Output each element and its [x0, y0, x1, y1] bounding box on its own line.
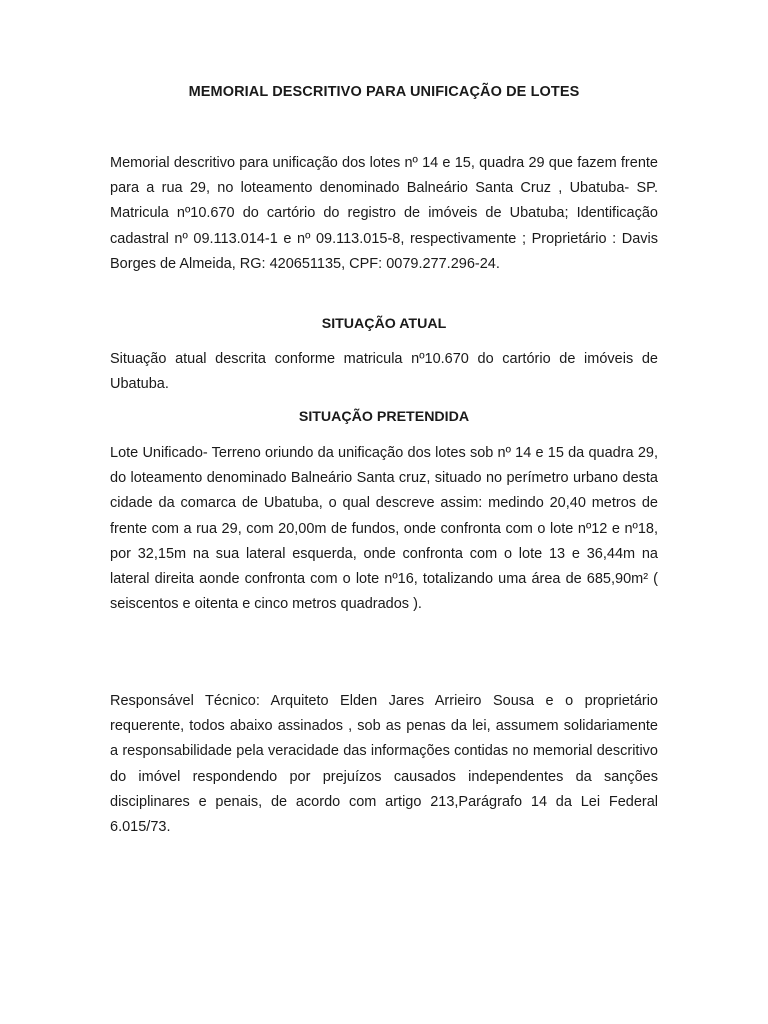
- current-situation-paragraph: Situação atual descrita conforme matricula nº10.670 do cartório de imóveis de Ubatuba.: [110, 351, 658, 393]
- section-heading-current: SITUAÇÃO ATUAL: [321, 316, 447, 332]
- document-title: MEMORIAL DESCRITIVO PARA UNIFICAÇÃO DE LOTES: [188, 84, 580, 100]
- responsibility-paragraph: Responsável Técnico: Arquiteto Elden Jares Arrieiro Sousa e o proprietário requerente, todos abaixo assinados , sob as penas da lei, assumem solidariamente a responsabilidade pela veracidade das informações contidas no memorial descritivo do imóvel respondendo por prejuízos causados independentes da sanções disciplinares e penais, de acordo com artigo 213,Parágrafo 14 da Lei Federal 6.015/73.: [110, 693, 658, 836]
- intended-situation-paragraph: Lote Unificado- Terreno oriundo da unificação dos lotes sob nº 14 e 15 da quadra 29, do loteamento denominado Balneário Santa cruz, situado no perímetro urbano desta cidade da comarca de Ubatuba, o qual descreve assim: medindo 20,40 metros de frente com a rua 29, com 20,00m de fundos, onde confronta com o lote nº12 e nº18, por 32,15m na sua lateral esquerda, onde confronta com o lote 13 e 36,44m na lateral direita aonde confronta com o lote nº16, totalizando uma área de 685,90m² ( seiscentos e oitenta e cinco metros quadrados ).: [110, 445, 658, 613]
- section-heading-intended: SITUAÇÃO PRETENDIDA: [298, 409, 470, 425]
- intro-paragraph: Memorial descritivo para unificação dos lotes nº 14 e 15, quadra 29 que fazem frente para a rua 29, no loteamento denominado Balneário Santa Cruz , Ubatuba- SP. Matricula nº10.670 do cartório do registro de imóveis de Ubatuba; Identificação cadastral nº 09.113.014-1 e nº 09.113.015-8, respectivamente ; Proprietário : Davis Borges de Almeida, RG: 420651135, CPF: 0079.277.296-24.: [110, 155, 658, 272]
